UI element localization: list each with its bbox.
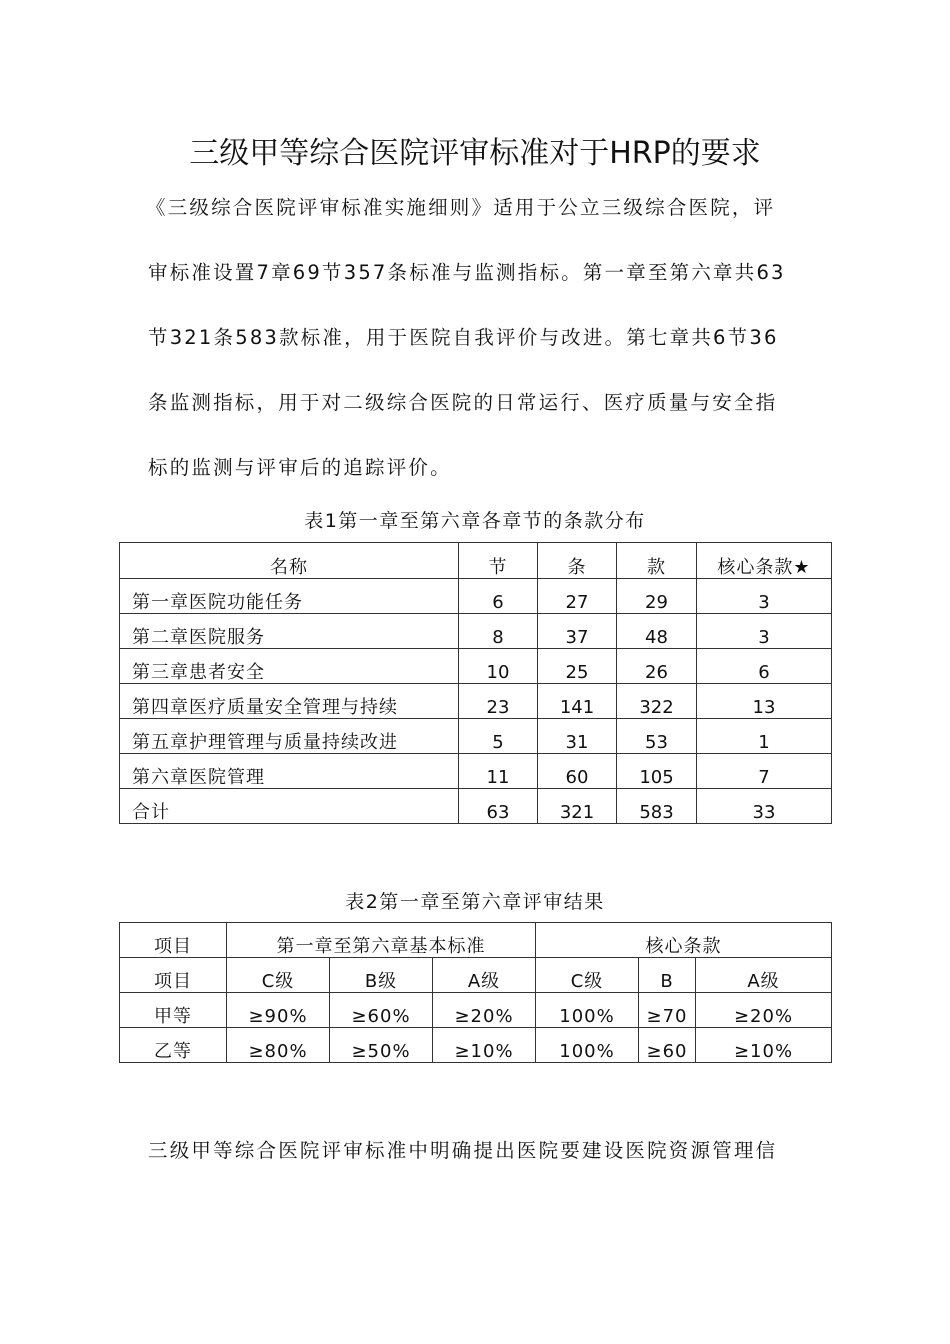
- table-cell: 8: [459, 614, 538, 649]
- table-cell: 3: [697, 579, 832, 614]
- table-cell: 6: [697, 649, 832, 684]
- table-cell: 31: [538, 719, 617, 754]
- table-cell: 甲等: [120, 993, 227, 1028]
- table-cell: ≥20%: [433, 993, 536, 1028]
- table-cell: 第六章医院管理: [120, 754, 459, 789]
- table-cell: ≥90%: [227, 993, 330, 1028]
- table-cell: 33: [697, 789, 832, 824]
- table-cell: ≥10%: [433, 1028, 536, 1063]
- table-row: [120, 579, 832, 614]
- table-header-row: [120, 958, 832, 993]
- table-cell: 第四章医疗质量安全管理与持续: [120, 684, 459, 719]
- table-cell: ≥60%: [330, 993, 433, 1028]
- table-cell: 13: [697, 684, 832, 719]
- paragraph-line: 《三级综合医院评审标准实施细则》适用于公立三级综合医院，评: [146, 196, 776, 219]
- header-cell: B: [639, 958, 696, 993]
- header-cell: A级: [696, 958, 832, 993]
- table-cell: 60: [538, 754, 617, 789]
- table-row: [120, 1028, 832, 1063]
- table-cell: ≥20%: [696, 993, 832, 1028]
- table-cell: ≥60: [639, 1028, 696, 1063]
- table-cell: 7: [697, 754, 832, 789]
- table-cell: ≥80%: [227, 1028, 330, 1063]
- table-cell: 25: [538, 649, 617, 684]
- table-cell: 23: [459, 684, 538, 719]
- table-cell: 141: [538, 684, 617, 719]
- intro-paragraph: [148, 175, 808, 500]
- table-cell: 乙等: [120, 1028, 227, 1063]
- chapter-distribution-table: [119, 542, 832, 824]
- table-row: [120, 993, 832, 1028]
- review-result-table: [119, 922, 832, 1063]
- table-cell: 321: [538, 789, 617, 824]
- table-cell: ≥50%: [330, 1028, 433, 1063]
- table-header-row: [120, 543, 832, 579]
- table-row: [120, 649, 832, 684]
- table-cell: 10: [459, 649, 538, 684]
- table-cell: 63: [459, 789, 538, 824]
- table-total-row: [120, 789, 832, 824]
- table-cell: 53: [617, 719, 697, 754]
- table-cell: 11: [459, 754, 538, 789]
- table-cell: 第二章医院服务: [120, 614, 459, 649]
- paragraph-line: 标的监测与评审后的追踪评价。: [148, 456, 452, 479]
- table-cell: 第三章患者安全: [120, 649, 459, 684]
- table-cell: 第一章医院功能任务: [120, 579, 459, 614]
- table-cell: 27: [538, 579, 617, 614]
- table-cell: 105: [617, 754, 697, 789]
- header-cell: B级: [330, 958, 433, 993]
- header-cell: 项目: [120, 923, 227, 958]
- table-row: [120, 754, 832, 789]
- closing-line: 三级甲等综合医院评审标准中明确提出医院要建设医院资源管理信: [148, 1139, 778, 1162]
- header-cell: 款: [617, 543, 697, 579]
- table-cell: ≥10%: [696, 1028, 832, 1063]
- table2-caption: 表2第一章至第六章评审结果: [345, 891, 605, 913]
- header-cell: A级: [433, 958, 536, 993]
- table-cell: 29: [617, 579, 697, 614]
- table-cell: 5: [459, 719, 538, 754]
- table-cell: 583: [617, 789, 697, 824]
- table-cell: 100%: [536, 993, 639, 1028]
- table-cell: 100%: [536, 1028, 639, 1063]
- table-row: [120, 719, 832, 754]
- header-cell: 节: [459, 543, 538, 579]
- header-cell: 条: [538, 543, 617, 579]
- table-cell: 322: [617, 684, 697, 719]
- header-cell: 名称: [120, 543, 459, 579]
- page-title: 三级甲等综合医院评审标准对于HRP的要求: [189, 136, 761, 171]
- table-cell: 26: [617, 649, 697, 684]
- header-cell: 核心条款: [536, 923, 832, 958]
- header-cell: 核心条款★: [697, 543, 832, 579]
- table-cell: 3: [697, 614, 832, 649]
- table-row: [120, 614, 832, 649]
- table-cell: 37: [538, 614, 617, 649]
- table-cell: 第五章护理管理与质量持续改进: [120, 719, 459, 754]
- table-row: [120, 684, 832, 719]
- table-group-header-row: [120, 923, 832, 958]
- table1-caption: 表1第一章至第六章各章节的条款分布: [304, 510, 646, 532]
- table-cell: ≥70: [639, 993, 696, 1028]
- table-cell: 48: [617, 614, 697, 649]
- table-cell: 合计: [120, 789, 459, 824]
- header-cell: C级: [227, 958, 330, 993]
- paragraph-line: 节321条583款标准，用于医院自我评价与改进。第七章共6节36: [148, 326, 779, 349]
- paragraph-line: 审标准设置7章69节357条标准与监测指标。第一章至第六章共63: [148, 261, 786, 284]
- header-cell: 项目: [120, 958, 227, 993]
- header-cell: C级: [536, 958, 639, 993]
- table-cell: 6: [459, 579, 538, 614]
- header-cell: 第一章至第六章基本标准: [227, 923, 536, 958]
- paragraph-line: 条监测指标，用于对二级综合医院的日常运行、医疗质量与安全指: [148, 391, 778, 414]
- table-cell: 1: [697, 719, 832, 754]
